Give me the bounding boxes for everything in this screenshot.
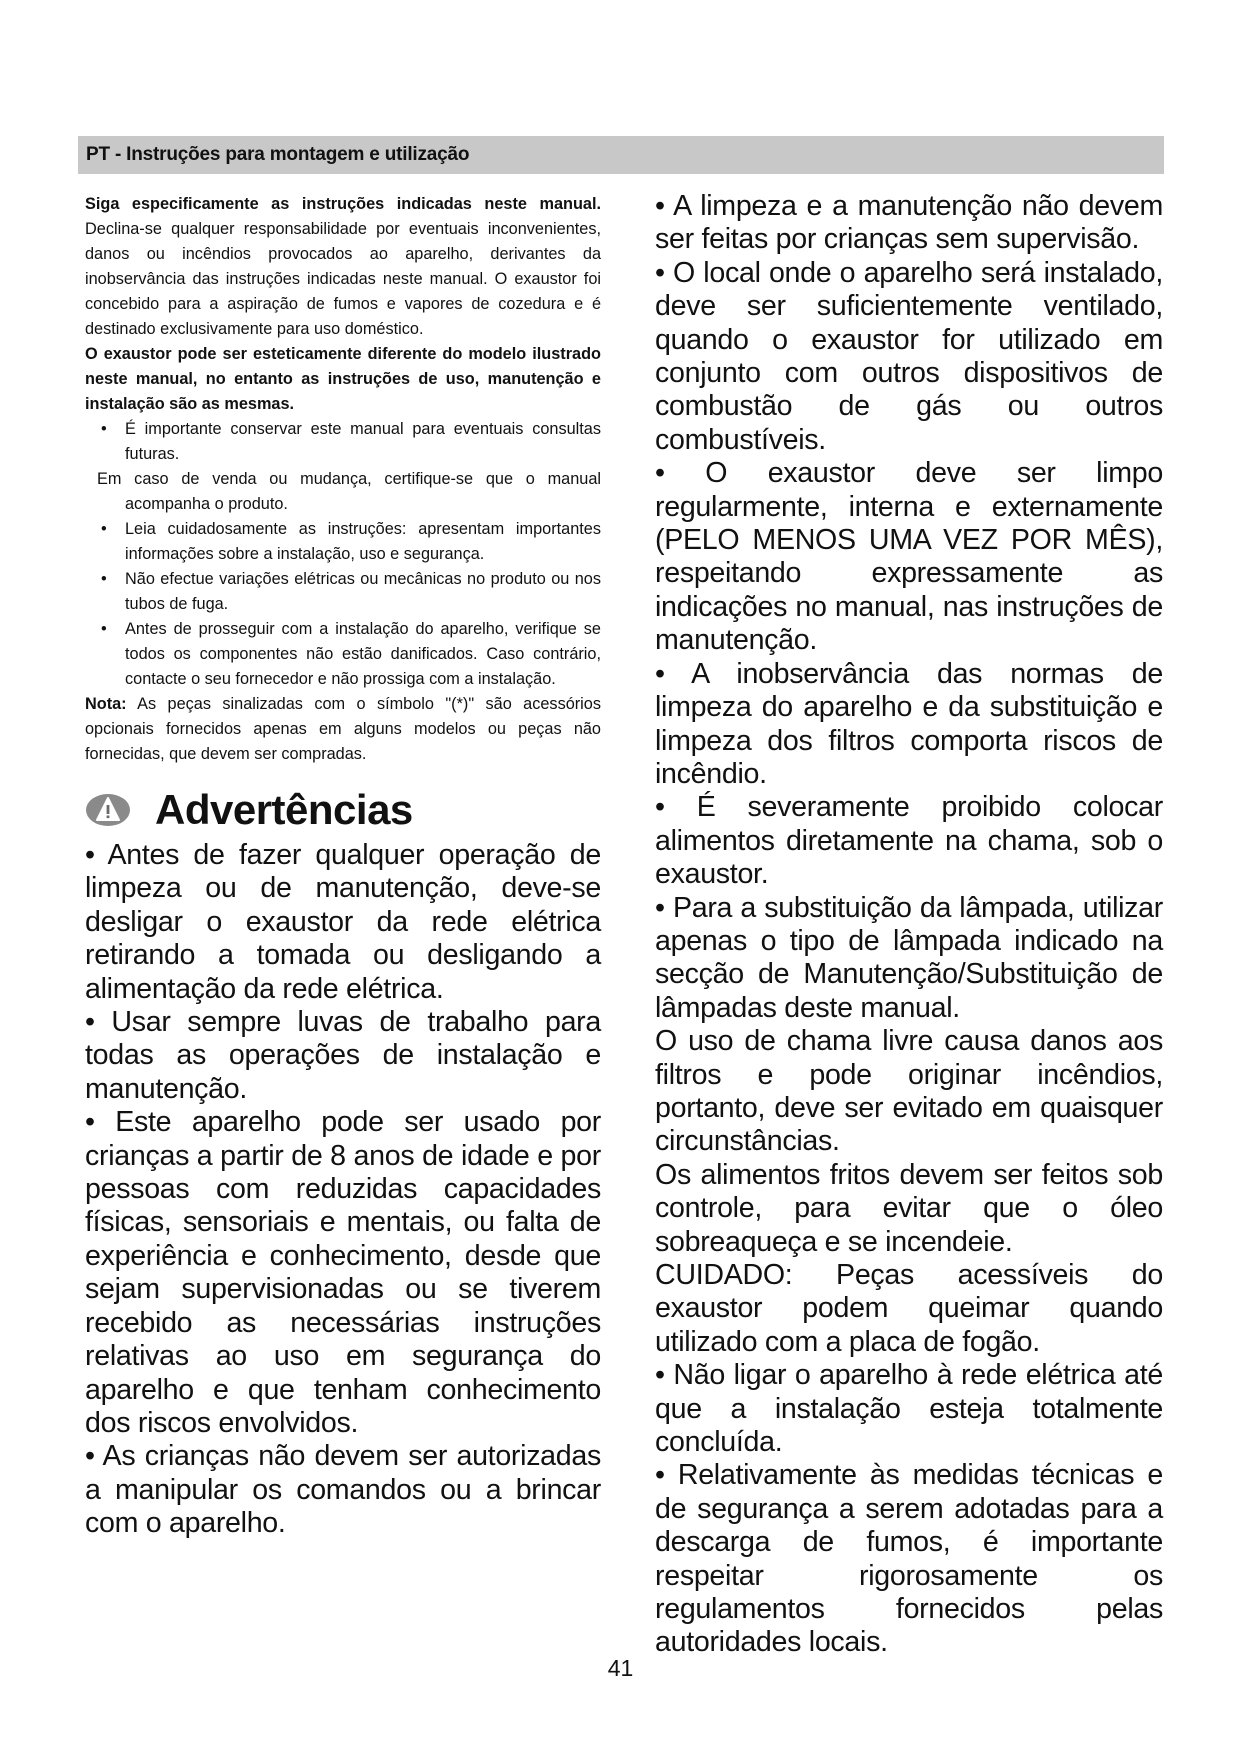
- bullet-symbol: •: [101, 620, 107, 638]
- list-item: Em caso de venda ou mudança, certifique-se que o manual acompanha o produto.: [97, 470, 601, 513]
- section-title: PT - Instruções para montagem e utilização: [86, 144, 470, 165]
- note-label: Nota:: [85, 695, 127, 713]
- page-number: 41: [607, 1655, 634, 1681]
- list-item: • Antes de prosseguir com a instalação do aparelho, verifique se todos os componentes não estão danificados. Caso contrário, contacte o seu fornecedor e não prossiga com a instalação.: [85, 617, 601, 692]
- warning-paragraph: • O local onde o aparelho será instalado, deve ser suficientemente ventilado, quando o exaustor for utilizado em conjunto com outros dispositivos de combustão de gás ou outros combustíveis.: [655, 256, 1163, 456]
- warning-paragraph: • Este aparelho pode ser usado por crianças a partir de 8 anos de idade e por pessoas com reduzidas capacidades físicas, sensoriais e mentais, ou falta de experiência e conhecimento, desde que sejam supervisionadas ou se tiverem recebido as necessárias instruções relativas ao uso em segurança do aparelho e que tenham conhecimento dos riscos envolvidos.: [85, 1106, 601, 1439]
- warning-paragraph: • Não ligar o aparelho à rede elétrica até que a instalação esteja totalmente concluída.: [655, 1359, 1163, 1459]
- intro-body: Declina-se qualquer responsabilidade por eventuais inconvenientes, danos ou incêndios provocados ao aparelho, derivantes da inobservância das instruções indicadas neste manual. O exaustor foi concebido para a aspiração de fumos e vapores de cozedura e é destinado exclusivamente para uso doméstico.: [85, 220, 601, 338]
- warning-paragraph: • Antes de fazer qualquer operação de limpeza ou de manutenção, deve-se desligar o exaustor da rede elétrica retirando a tomada ou desligando a alimentação da rede elétrica.: [85, 839, 601, 1005]
- intro-paragraph: [85, 192, 601, 342]
- intro-block: [85, 192, 601, 767]
- intro-bold-lead: Siga especificamente as instruções indicadas neste manual.: [85, 195, 601, 213]
- note-text: As peças sinalizadas com o símbolo "(*)" são acessórios opcionais fornecidos apenas em alguns modelos ou peças não fornecidas, que devem ser compradas.: [85, 695, 601, 763]
- warning-paragraph: • As crianças não devem ser autorizadas a manipular os comandos ou a brincar com o aparelho.: [85, 1440, 601, 1540]
- right-column: [655, 190, 1163, 1660]
- warning-paragraph: • Usar sempre luvas de trabalho para todas as operações de instalação e manutenção.: [85, 1006, 601, 1105]
- intro-bullet-list: [85, 417, 601, 692]
- section-header-bar: [78, 136, 1164, 174]
- warning-paragraph: • É severamente proibido colocar alimentos diretamente na chama, sob o exaustor.: [655, 791, 1163, 891]
- bullet-symbol: •: [101, 570, 107, 588]
- warning-paragraph: • A inobservância das normas de limpeza do aparelho e da substituição e limpeza dos filtros comporta riscos de incêndio.: [655, 657, 1163, 790]
- list-item: • Não efectue variações elétricas ou mecânicas no produto ou nos tubos de fuga.: [85, 567, 601, 617]
- bullet-symbol: •: [101, 420, 107, 438]
- warning-paragraph: • O exaustor deve ser limpo regularmente, interna e externamente (PELO MENOS UMA VEZ POR MÊS), respeitando expressamente as indicações no manual, nas instruções de manutenção.: [655, 457, 1163, 657]
- note-paragraph: [85, 692, 601, 767]
- warning-paragraph: • Para a substituição da lâmpada, utilizar apenas o tipo de lâmpada indicado na secção de Manutenção/Substituição de lâmpadas deste manual.: [655, 891, 1163, 1024]
- warning-paragraph: Os alimentos fritos devem ser feitos sob controle, para evitar que o óleo sobreaqueça e se incendeie.: [655, 1158, 1163, 1258]
- left-column: [85, 192, 601, 1541]
- list-item: • Leia cuidadosamente as instruções: apresentam importantes informações sobre a instalação, uso e segurança.: [85, 517, 601, 567]
- bullet-symbol: •: [101, 520, 107, 538]
- warning-paragraph: CUIDADO: Peças acessíveis do exaustor podem queimar quando utilizado com a placa de fogão.: [655, 1259, 1163, 1358]
- model-note: O exaustor pode ser esteticamente diferente do modelo ilustrado neste manual, no entanto as instruções de uso, manutenção e instalação são as mesmas.: [85, 345, 601, 413]
- warning-icon: [85, 793, 131, 827]
- warnings-left: [85, 839, 601, 1541]
- warnings-heading: [85, 787, 601, 833]
- warning-paragraph: • A limpeza e a manutenção não devem ser feitas por crianças sem supervisão.: [655, 190, 1163, 256]
- warning-paragraph: O uso de chama livre causa danos aos filtros e pode originar incêndios, portanto, deve ser evitado em quaisquer circunstâncias.: [655, 1025, 1163, 1158]
- list-item: • É importante conservar este manual para eventuais consultas futuras.: [85, 417, 601, 467]
- warning-paragraph: • Relativamente às medidas técnicas e de segurança a serem adotadas para a descarga de fumos, é importante respeitar rigorosamente os regulamentos fornecidos pelas autoridades locais.: [655, 1459, 1163, 1659]
- warnings-title: Advertências: [155, 786, 413, 833]
